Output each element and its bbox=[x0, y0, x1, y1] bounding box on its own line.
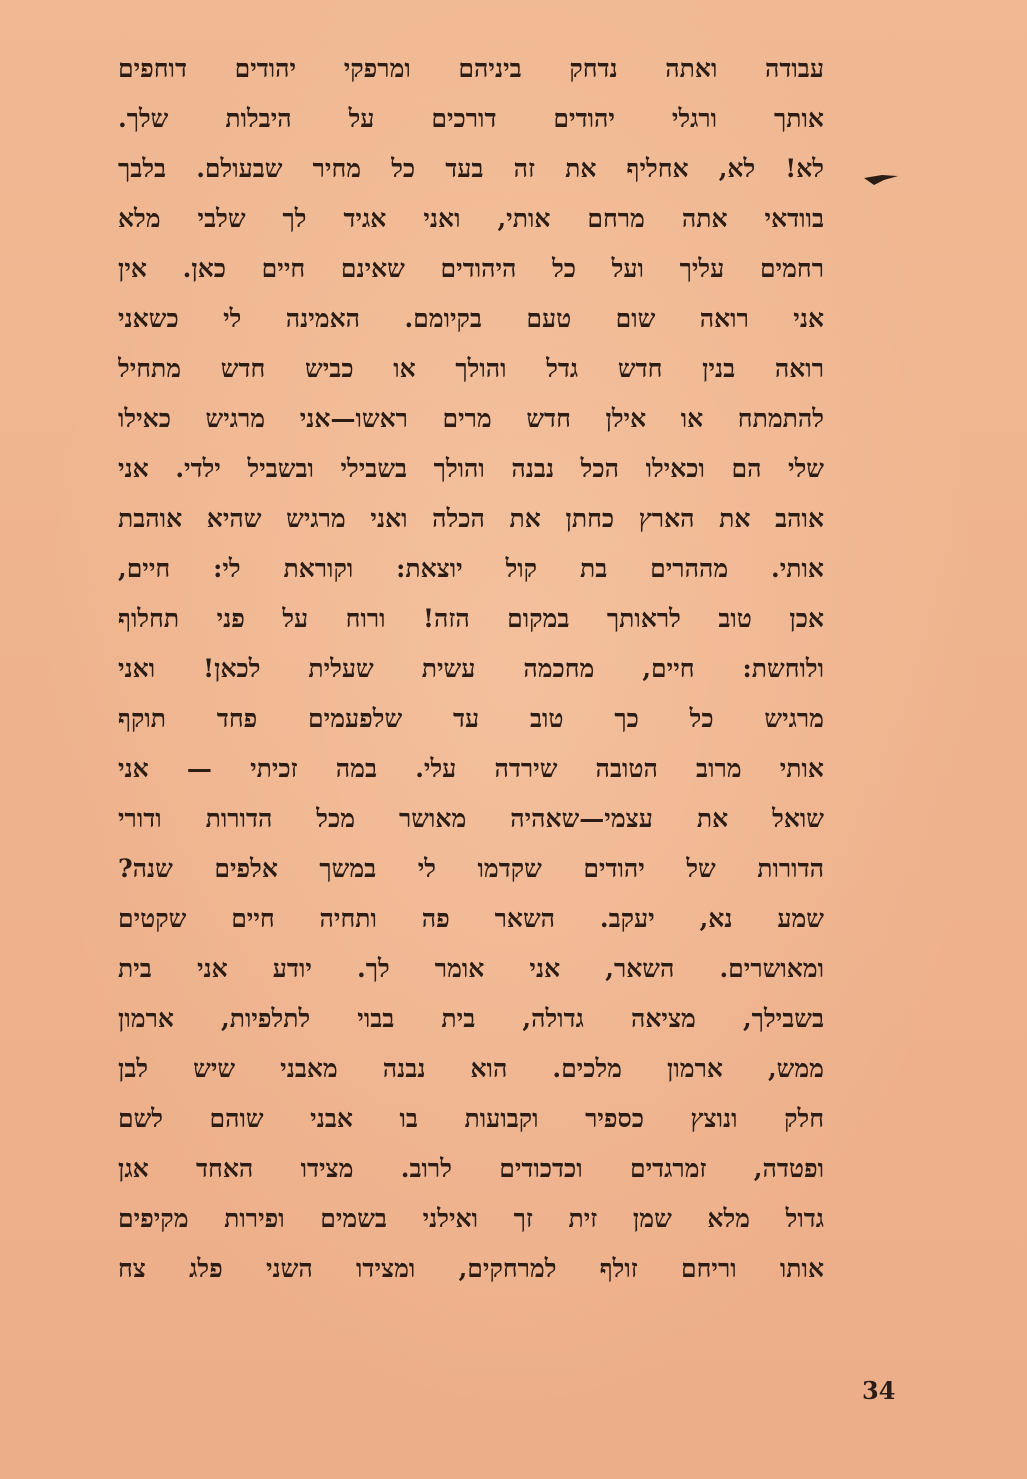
body-text bbox=[118, 44, 824, 1294]
text-line: להתמתח או אילן חדש מרים ראשו—אני מרגיש כאילו bbox=[118, 404, 824, 433]
text-line: בשבילך, מציאה גדולה, בית בבוי לתלפיות, ארמון bbox=[118, 1004, 824, 1033]
text-line: אותי. מההרים בת קול יוצאת: וקוראת לי: חיים, bbox=[118, 554, 824, 583]
text-line: הדורות של יהודים שקדמו לי במשך אלפים שנה? bbox=[118, 854, 824, 883]
text-line: עבודה ואתה נדחק ביניהם ומרפקי יהודים דוחפים bbox=[118, 54, 824, 83]
text-line: חלק ונוצץ כספיר וקבועות בו אבני שוהם לשם bbox=[118, 1104, 824, 1133]
text-line: אני רואה שום טעם בקיומם. האמינה לי כשאני bbox=[118, 304, 824, 333]
text-line: שלי הם וכאילו הכל נבנה והולך בשבילי ובשביל ילדי. אני bbox=[118, 454, 824, 483]
text-line: ומאושרים. השאר, אני אומר לך. יודע אני בית bbox=[118, 954, 824, 983]
text-line: ולוחשת: חיים, מחכמה עשית שעלית לכאן! ואני bbox=[118, 654, 824, 683]
text-line: גדול מלא שמן זית זך ואילני בשמים ופירות מקיפים bbox=[118, 1204, 824, 1233]
text-line: רואה בנין חדש גדל והולך או כביש חדש מתחיל bbox=[118, 354, 824, 383]
text-line: אכן טוב לראותך במקום הזה! ורוח על פני תחלוף bbox=[118, 604, 824, 633]
text-line: רחמים עליך ועל כל היהודים שאינם חיים כאן. אין bbox=[118, 254, 824, 283]
page-number: 34 bbox=[862, 1376, 896, 1405]
text-line: בוודאי אתה מרחם אותי, ואני אגיד לך שלבי מלא bbox=[118, 204, 824, 233]
text-line: לא! לא, אחליף את זה בעד כל מחיר שבעולם. בלבך bbox=[118, 154, 824, 183]
text-line: אותך ורגלי יהודים דורכים על היבלות שלך. bbox=[118, 104, 824, 133]
text-line: אותי מרוב הטובה שירדה עלי. במה זכיתי — אני bbox=[118, 754, 824, 783]
text-line: שמע נא, יעקב. השאר פה ותחיה חיים שקטים bbox=[118, 904, 824, 933]
text-line: ממש, ארמון מלכים. הוא נבנה מאבני שיש לבן bbox=[118, 1054, 824, 1083]
text-line: שואל את עצמי—שאהיה מאושר מכל הדורות ודורי bbox=[118, 804, 824, 833]
text-line: אותו וריחם זולף למרחקים, ומצידו השני פלג צח bbox=[118, 1254, 824, 1283]
margin-mark-icon bbox=[862, 166, 900, 188]
text-line: ופטדה, זמרגדים וכדכודים לרוב. מצידו האחד אגן bbox=[118, 1154, 824, 1183]
text-line: מרגיש כל כך טוב עד שלפעמים פחד תוקף bbox=[118, 704, 824, 733]
text-line: אוהב את הארץ כחתן את הכלה ואני מרגיש שהיא אוהבת bbox=[118, 504, 824, 533]
